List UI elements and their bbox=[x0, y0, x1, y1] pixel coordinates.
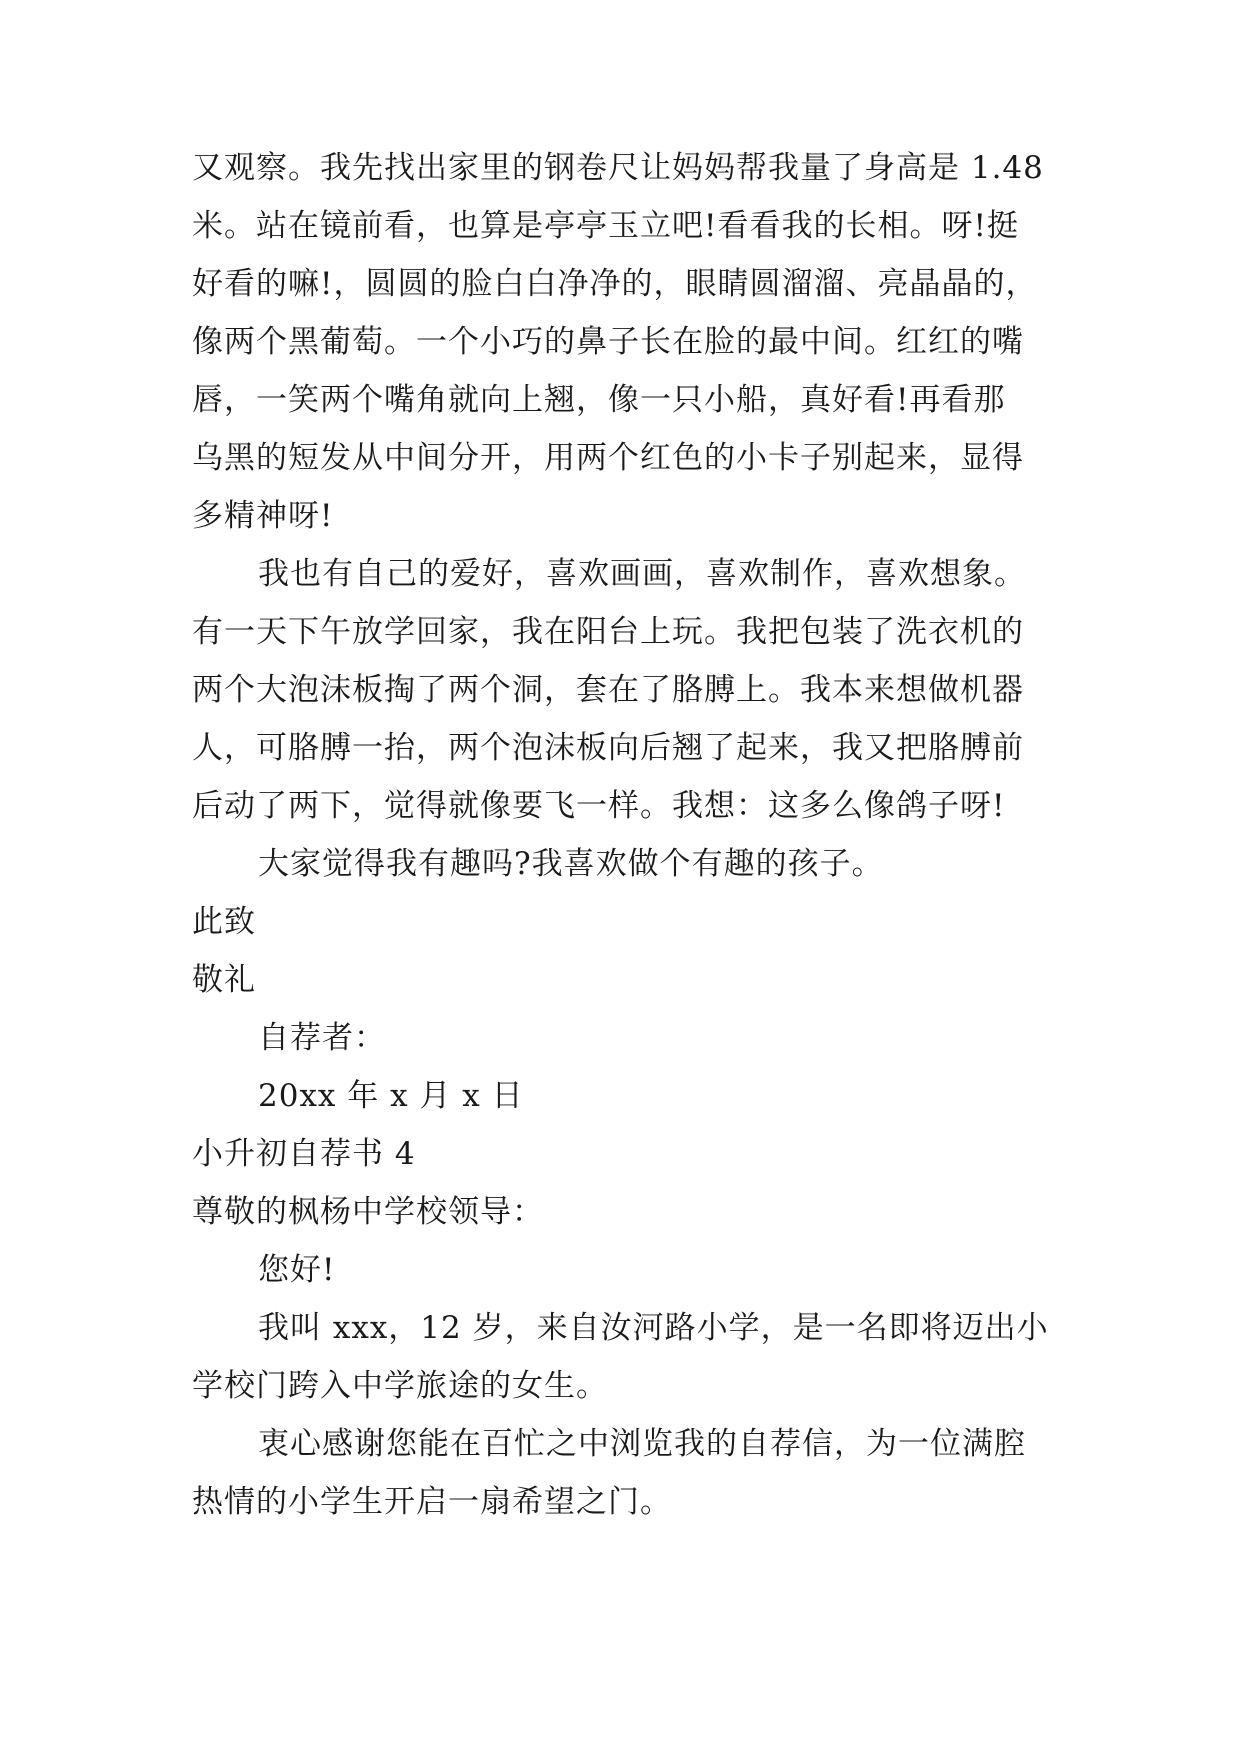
text-line: 后动了两下，觉得就像要飞一样。我想：这多么像鸽子呀! bbox=[192, 788, 1006, 824]
text-line: 米。站在镜前看，也算是亭亭玉立吧!看看我的长相。呀!挺 bbox=[192, 208, 1019, 244]
text-line: 乌黑的短发从中间分开，用两个红色的小卡子别起来，显得 bbox=[192, 440, 1024, 476]
text-line: 人，可胳膊一抬，两个泡沫板向后翘了起来，我又把胳膊前 bbox=[192, 730, 1024, 766]
salutation: 尊敬的枫杨中学校领导： bbox=[192, 1194, 544, 1230]
date-line: 20xx 年 x 月 x 日 bbox=[258, 1078, 524, 1114]
signature-line: 自荐者： bbox=[258, 1020, 386, 1056]
text-line: 我叫 xxx，12 岁，来自汝河路小学，是一名即将迈出小 bbox=[258, 1310, 1049, 1346]
greeting: 您好! bbox=[258, 1252, 336, 1288]
text-line: 大家觉得我有趣吗?我喜欢做个有趣的孩子。 bbox=[258, 846, 884, 882]
text-line: 热情的小学生开启一扇希望之门。 bbox=[192, 1484, 672, 1520]
section-title: 小升初自荐书 4 bbox=[192, 1136, 416, 1172]
text-line: 有一天下午放学回家，我在阳台上玩。我把包装了洗衣机的 bbox=[192, 614, 1024, 650]
text-line: 多精神呀! bbox=[192, 498, 334, 534]
closing-line: 此致 bbox=[192, 904, 256, 940]
text-line: 好看的嘛!，圆圆的脸白白净净的，眼睛圆溜溜、亮晶晶的， bbox=[192, 266, 1038, 302]
text-line: 像两个黑葡萄。一个小巧的鼻子长在脸的最中间。红红的嘴 bbox=[192, 324, 1024, 360]
text-line: 衷心感谢您能在百忙之中浏览我的自荐信，为一位满腔 bbox=[258, 1426, 1026, 1462]
text-line: 学校门跨入中学旅途的女生。 bbox=[192, 1368, 608, 1404]
text-line: 两个大泡沫板掏了两个洞，套在了胳膊上。我本来想做机器 bbox=[192, 672, 1024, 708]
text-line: 唇，一笑两个嘴角就向上翘，像一只小船，真好看!再看那 bbox=[192, 382, 1006, 418]
closing-line: 敬礼 bbox=[192, 962, 256, 998]
text-line: 我也有自己的爱好，喜欢画画，喜欢制作，喜欢想象。 bbox=[258, 556, 1026, 592]
text-line: 又观察。我先找出家里的钢卷尺让妈妈帮我量了身高是 1.48 bbox=[192, 150, 1044, 186]
